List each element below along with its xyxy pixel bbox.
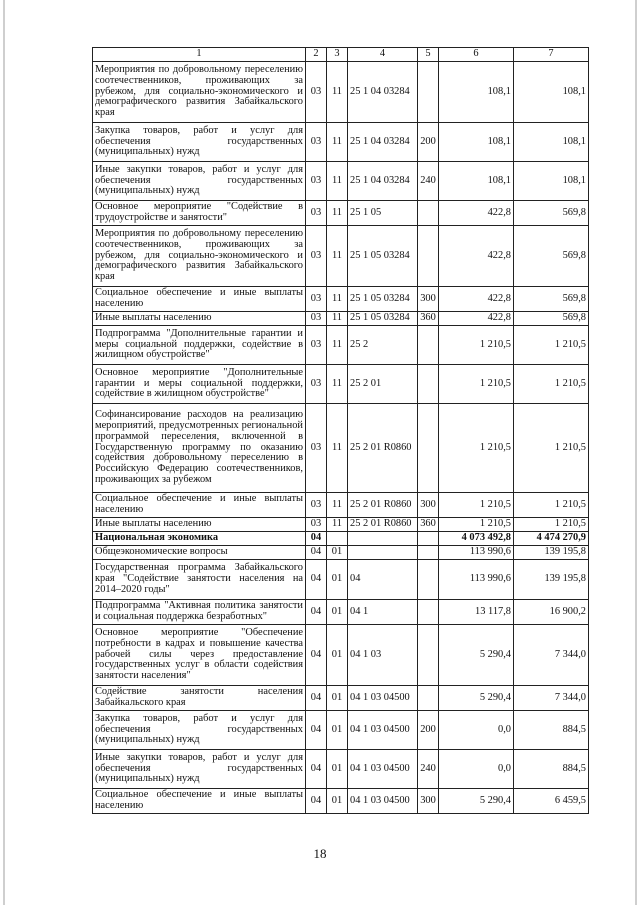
row-amount-year-2: 569,8 [514,201,589,226]
row-name: Подпрограмма "Активная политика занятости и социальная поддержка безработных" [93,600,306,625]
row-amount-year-2: 1 210,5 [514,518,589,532]
row-subsection: 11 [327,365,348,404]
row-expense-type: 200 [418,711,439,750]
row-subsection: 01 [327,750,348,789]
row-expense-type [418,560,439,600]
row-section: 04 [306,532,327,546]
row-section: 03 [306,201,327,226]
row-target-article: 25 2 01 R0860 [348,404,418,493]
row-expense-type [418,686,439,711]
row-subsection: 01 [327,789,348,814]
row-amount-year-2: 569,8 [514,287,589,312]
table-row [93,287,589,312]
row-subsection: 11 [327,404,348,493]
row-section: 03 [306,312,327,326]
row-name: Иные выплаты населению [93,518,306,532]
row-target-article: 25 2 [348,326,418,365]
row-amount-year-2: 108,1 [514,62,589,123]
row-amount-year-1: 0,0 [439,750,514,789]
row-target-article [348,532,418,546]
row-amount-year-2: 4 474 270,9 [514,532,589,546]
row-expense-type: 300 [418,493,439,518]
row-amount-year-1: 422,8 [439,226,514,287]
row-expense-type [418,546,439,560]
row-amount-year-1: 5 290,4 [439,686,514,711]
row-expense-type: 360 [418,518,439,532]
row-section: 03 [306,404,327,493]
row-target-article: 04 1 03 04500 [348,750,418,789]
row-amount-year-2: 1 210,5 [514,404,589,493]
table-row [93,546,589,560]
row-amount-year-1: 422,8 [439,287,514,312]
table-row [93,532,589,546]
header-cell-3: 3 [327,48,348,62]
row-name: Мероприятия по добровольному переселению соотечественников, проживающих за рубежом, для социально-экономического и демографического развития Забайкальского края [93,62,306,123]
row-subsection: 11 [327,226,348,287]
row-name: Подпрограмма "Дополнительные гарантии и меры социальной поддержки, содействие в жилищном обустройстве" [93,326,306,365]
row-target-article: 04 1 03 04500 [348,789,418,814]
row-subsection: 01 [327,560,348,600]
row-amount-year-1: 0,0 [439,711,514,750]
row-amount-year-2: 1 210,5 [514,365,589,404]
row-amount-year-1: 5 290,4 [439,625,514,686]
row-amount-year-1: 422,8 [439,312,514,326]
row-subsection: 11 [327,312,348,326]
row-section: 04 [306,686,327,711]
row-name: Основное мероприятие "Содействие в трудоустройстве и занятости" [93,201,306,226]
row-section: 03 [306,162,327,201]
header-cell-1: 1 [93,48,306,62]
row-expense-type [418,365,439,404]
row-section: 03 [306,518,327,532]
row-amount-year-2: 1 210,5 [514,493,589,518]
table-row [93,312,589,326]
row-amount-year-2: 1 210,5 [514,326,589,365]
row-section: 03 [306,287,327,312]
scan-edge-left [3,0,5,905]
row-name: Социальное обеспечение и иные выплаты населению [93,493,306,518]
row-amount-year-1: 108,1 [439,162,514,201]
row-section: 03 [306,226,327,287]
row-expense-type: 300 [418,789,439,814]
row-subsection: 11 [327,201,348,226]
row-expense-type [418,326,439,365]
row-section: 04 [306,711,327,750]
row-subsection: 11 [327,287,348,312]
row-subsection: 01 [327,546,348,560]
row-name: Закупка товаров, работ и услуг для обеспечения государственных (муниципальных) нужд [93,123,306,162]
row-section: 03 [306,493,327,518]
row-target-article: 25 1 05 03284 [348,287,418,312]
row-name: Общеэкономические вопросы [93,546,306,560]
row-amount-year-1: 13 117,8 [439,600,514,625]
row-target-article: 25 1 04 03284 [348,162,418,201]
row-name: Социальное обеспечение и иные выплаты населению [93,287,306,312]
row-target-article: 25 2 01 R0860 [348,493,418,518]
row-name: Иные закупки товаров, работ и услуг для обеспечения государственных (муниципальных) нужд [93,750,306,789]
row-name: Иные выплаты населению [93,312,306,326]
table-row [93,326,589,365]
row-target-article: 04 1 03 04500 [348,686,418,711]
page-number: 18 [313,846,327,861]
row-subsection: 11 [327,62,348,123]
row-expense-type [418,532,439,546]
header-cell-6: 6 [439,48,514,62]
row-amount-year-1: 1 210,5 [439,493,514,518]
row-section: 03 [306,123,327,162]
row-amount-year-2: 108,1 [514,123,589,162]
row-target-article: 25 1 04 03284 [348,123,418,162]
row-name: Закупка товаров, работ и услуг для обеспечения государственных (муниципальных) нужд [93,711,306,750]
row-amount-year-2: 7 344,0 [514,625,589,686]
table-row [93,62,589,123]
row-amount-year-1: 108,1 [439,62,514,123]
row-subsection: 11 [327,326,348,365]
table-row [93,600,589,625]
row-target-article: 25 1 05 03284 [348,226,418,287]
table-row [93,123,589,162]
row-target-article: 04 1 03 [348,625,418,686]
table-row [93,518,589,532]
row-expense-type: 240 [418,750,439,789]
row-target-article [348,546,418,560]
row-target-article: 25 2 01 R0860 [348,518,418,532]
table-row [93,560,589,600]
table-row [93,686,589,711]
row-subsection: 01 [327,686,348,711]
row-subsection: 01 [327,600,348,625]
row-target-article: 04 1 03 04500 [348,711,418,750]
row-amount-year-1: 5 290,4 [439,789,514,814]
row-subsection [327,532,348,546]
row-section: 04 [306,789,327,814]
row-expense-type: 200 [418,123,439,162]
row-amount-year-1: 108,1 [439,123,514,162]
row-name: Мероприятия по добровольному переселению соотечественников, проживающих за рубежом, для социально-экономического и демографического развития Забайкальского края [93,226,306,287]
row-section: 04 [306,750,327,789]
row-amount-year-2: 139 195,8 [514,546,589,560]
row-target-article: 25 1 05 [348,201,418,226]
table-row [93,404,589,493]
row-subsection: 11 [327,518,348,532]
table-row [93,711,589,750]
row-target-article: 25 1 05 03284 [348,312,418,326]
row-expense-type [418,201,439,226]
header-cell-4: 4 [348,48,418,62]
row-name: Социальное обеспечение и иные выплаты населению [93,789,306,814]
row-amount-year-2: 569,8 [514,312,589,326]
table-body [93,48,589,814]
scan-edge-right [635,0,637,905]
row-amount-year-1: 4 073 492,8 [439,532,514,546]
row-amount-year-1: 422,8 [439,201,514,226]
row-section: 04 [306,625,327,686]
table-row [93,750,589,789]
row-expense-type: 300 [418,287,439,312]
row-section: 04 [306,600,327,625]
row-section: 03 [306,365,327,404]
row-subsection: 01 [327,711,348,750]
row-section: 03 [306,326,327,365]
row-amount-year-2: 139 195,8 [514,560,589,600]
row-amount-year-2: 108,1 [514,162,589,201]
row-subsection: 11 [327,123,348,162]
row-subsection: 11 [327,162,348,201]
row-name: Национальная экономика [93,532,306,546]
row-amount-year-2: 16 900,2 [514,600,589,625]
row-section: 03 [306,62,327,123]
row-target-article: 04 [348,560,418,600]
row-target-article: 04 1 [348,600,418,625]
table-row [93,625,589,686]
table-row [93,162,589,201]
row-amount-year-1: 1 210,5 [439,365,514,404]
row-amount-year-1: 1 210,5 [439,518,514,532]
table-row [93,493,589,518]
row-target-article: 25 1 04 03284 [348,62,418,123]
budget-table [92,47,589,814]
row-name: Содействие занятости населения Забайкальского края [93,686,306,711]
row-amount-year-2: 884,5 [514,711,589,750]
row-subsection: 11 [327,493,348,518]
row-expense-type [418,226,439,287]
row-amount-year-1: 113 990,6 [439,546,514,560]
row-section: 04 [306,546,327,560]
row-expense-type [418,62,439,123]
row-name: Иные закупки товаров, работ и услуг для обеспечения государственных (муниципальных) нужд [93,162,306,201]
row-amount-year-1: 1 210,5 [439,404,514,493]
table-row [93,789,589,814]
table-row [93,201,589,226]
row-expense-type [418,404,439,493]
header-cell-5: 5 [418,48,439,62]
row-amount-year-2: 7 344,0 [514,686,589,711]
table-row [93,226,589,287]
row-target-article: 25 2 01 [348,365,418,404]
row-amount-year-1: 113 990,6 [439,560,514,600]
header-cell-2: 2 [306,48,327,62]
header-row [93,48,589,62]
row-section: 04 [306,560,327,600]
header-cell-7: 7 [514,48,589,62]
row-amount-year-1: 1 210,5 [439,326,514,365]
row-expense-type: 360 [418,312,439,326]
row-subsection: 01 [327,625,348,686]
row-name: Основное мероприятие "Дополнительные гарантии и меры социальной поддержки, содействие в жилищном обустройстве" [93,365,306,404]
row-name: Государственная программа Забайкальского края "Содействие занятости населения на 2014–2020 годы" [93,560,306,600]
table-row [93,365,589,404]
row-amount-year-2: 569,8 [514,226,589,287]
row-expense-type: 240 [418,162,439,201]
row-name: Основное мероприятие "Обеспечение потребности в кадрах и повышение качества рабочей силы через предоставление государственных услуг в области содействия занятости населения" [93,625,306,686]
row-amount-year-2: 6 459,5 [514,789,589,814]
row-name: Софинансирование расходов на реализацию мероприятий, предусмотренных региональной программой переселения, включенной в Государственную программу по оказанию содействия добровольному переселению в Российскую Федерацию соотечественников, проживающих за рубежом [93,404,306,493]
row-amount-year-2: 884,5 [514,750,589,789]
row-expense-type [418,600,439,625]
row-expense-type [418,625,439,686]
